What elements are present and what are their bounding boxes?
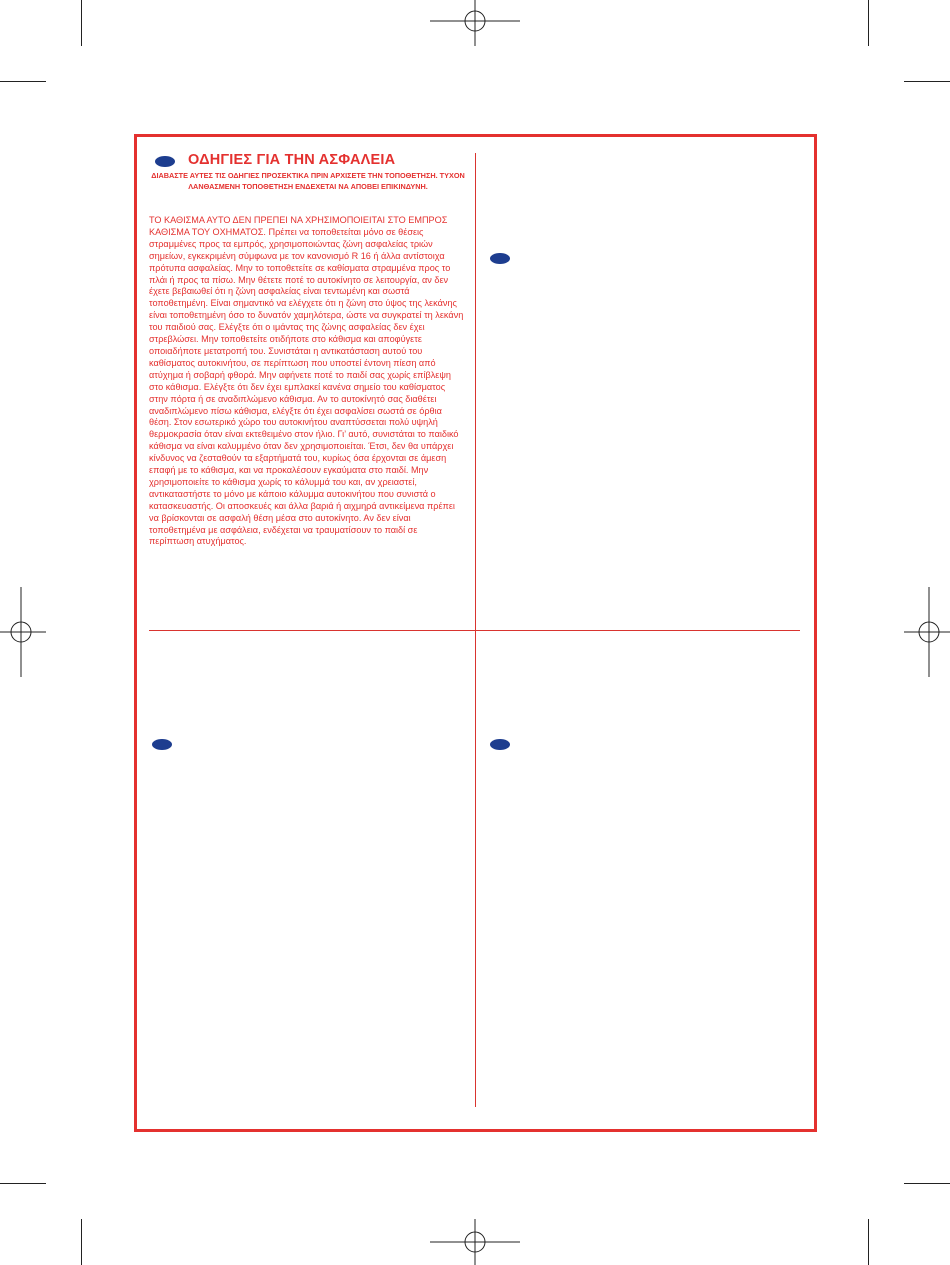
language-badge-icon bbox=[490, 253, 510, 264]
crop-mark-top-left-horizontal bbox=[0, 81, 46, 82]
language-badge-icon bbox=[490, 739, 510, 750]
language-badge-icon bbox=[155, 156, 175, 167]
section-warning: ΔΙΑΒΑΣΤΕ ΑΥΤΕΣ ΤΙΣ ΟΔΗΓΙΕΣ ΠΡΟΣΕΚΤΙΚΑ ΠΡΙΝ ΑΡΧΙΣΕΤΕ ΤΗΝ ΤΟΠΟΘΕΤΗΣΗ. ΤΥΧΟΝ ΛΑΝΘΑΣΜΕΝΗ ΤΟΠΟΘΕΤΗΣΗ ΕΝΔΕΧΕΤΑΙ ΝΑ ΑΠΟΒΕΙ ΕΠΙΚΙΝΔΥΝΗ. bbox=[151, 171, 465, 191]
crop-mark-bottom-right-vertical bbox=[868, 1219, 869, 1265]
registration-mark-right-icon bbox=[904, 587, 950, 677]
registration-mark-left-icon bbox=[0, 587, 46, 677]
horizontal-divider bbox=[149, 630, 800, 631]
registration-mark-top-icon bbox=[430, 0, 520, 46]
crop-mark-bottom-left-vertical bbox=[81, 1219, 82, 1265]
crop-mark-bottom-left-horizontal bbox=[0, 1183, 46, 1184]
registration-mark-bottom-icon bbox=[430, 1219, 520, 1265]
section-title: ΟΔΗΓΙΕΣ ΓΙΑ ΤΗΝ ΑΣΦΑΛΕΙΑ bbox=[188, 152, 396, 168]
language-badge-icon bbox=[152, 739, 172, 750]
crop-mark-bottom-right-horizontal bbox=[904, 1183, 950, 1184]
crop-mark-top-right-horizontal bbox=[904, 81, 950, 82]
safety-instructions-text: ΤΟ ΚΑΘΙΣΜΑ ΑΥΤΟ ΔΕΝ ΠΡΕΠΕΙ ΝΑ ΧΡΗΣΙΜΟΠΟΙΕΙΤΑΙ ΣΤΟ ΕΜΠΡΟΣ ΚΑΘΙΣΜΑ ΤΟΥ ΟΧΗΜΑΤΟΣ. Πρέπει να τοποθετείται μόνο σε θέσεις στραμμένες προς τα εμπρός, χρησιμοποιώντας ζώνη ασφαλείας τριών σημείων, εγκεκριμένη σύμφωνα με τον κανονισμό R 16 ή άλλα αντίστοιχα πρότυπα ασφαλείας. Μην το τοποθετείτε σε καθίσματα στραμμένα προς το πλάι ή προς τα πίσω. Μην θέτετε ποτέ το αυτοκίνητο σε λειτουργία, αν δεν έχετε βεβαιωθεί ότι η ζώνη ασφαλείας είναι τεντωμένη και σωστά τοποθετημένη. Είναι σημαντικό να ελέγχετε ότι η ζώνη στο ύψος της λεκάνης είναι τοποθετημένη όσο το δυνατόν χαμηλότερα, ώστε να συγκρατεί τη λεκάνη του παιδιού σας. Ελέγξτε ότι ο ιμάντας της ζώνης ασφαλείας δεν έχει στρεβλώσει. Μην τοποθετείτε οτιδήποτε στο κάθισμα και αποφύγετε οποιαδήποτε μετατροπή του. Συνιστάται η αντικατάσταση αυτού του καθίσματος αυτοκινήτου, σε περίπτωση που υποστεί έντονη πίεση από ατύχημα ή σοβαρή φθορά. Μην αφήνετε ποτέ το παιδί σας χωρίς επίβλεψη στο κάθισμα. Ελέγξτε ότι δεν έχει εμπλακεί κανένα σημείο του καθίσματος στην πόρτα ή σε αναδιπλώμενο κάθισμα. Αν το αυτοκίνητό σας διαθέτει αναδιπλώμενο πίσω κάθισμα, ελέγξτε ότι έχει ασφαλίσει σωστά σε όρθια θέση. Στον εσωτερικό χώρο του αυτοκινήτου αναπτύσσεται πολύ υψηλή θερμοκρασία όταν είναι εκτεθειμένο στον ήλιο. Γι’ αυτό, συνιστάται το παιδικό κάθισμα να είναι καλυμμένο όταν δεν χρησιμοποιείται. Έτσι, δεν θα υπάρχει κίνδυνος να ζεσταθούν τα εξαρτήματά του, κυρίως όσα έρχονται σε άμεση επαφή με το κάθισμα, και να προκαλέσουν εγκαύματα στο παιδί. Μην χρησιμοποιείτε το κάθισμα χωρίς το κάλυμμά του και, αν χρειαστεί, αντικαταστήστε το μόνο με κάποιο κάλυμμα αυτοκινήτου που συνιστά ο κατασκευαστής. Οι αποσκευές και άλλα βαριά ή αιχμηρά αντικείμενα πρέπει να βρίσκονται σε ασφαλή θέση μέσα στο αυτοκίνητο. Αν δεν είναι τοποθετημένα με ασφάλεια, ενδέχεται να τραυματίσουν το παιδί σε περίπτωση ατυχήματος. bbox=[149, 215, 464, 547]
crop-mark-top-right-vertical bbox=[868, 0, 869, 46]
crop-mark-top-left-vertical bbox=[81, 0, 82, 46]
